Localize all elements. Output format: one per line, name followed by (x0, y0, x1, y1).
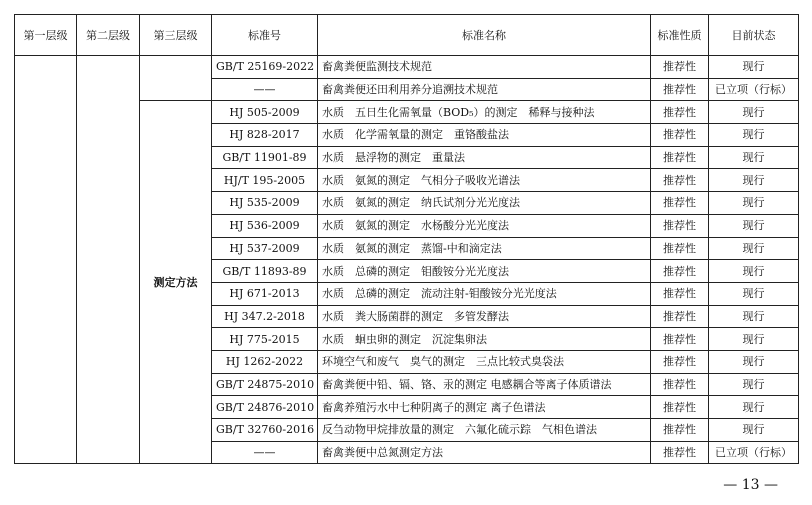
standard-status: 现行 (709, 282, 799, 305)
standard-name: 水质 蛔虫卵的测定 沉淀集卵法 (318, 328, 651, 351)
standard-code: HJ 347.2-2018 (212, 305, 318, 328)
table-body (15, 56, 799, 464)
standard-name: 水质 氨氮的测定 水杨酸分光光度法 (318, 214, 651, 237)
standard-status: 现行 (709, 192, 799, 215)
standard-name: 水质 悬浮物的测定 重量法 (318, 146, 651, 169)
header-level3: 第三层级 (140, 15, 212, 56)
standard-status: 现行 (709, 214, 799, 237)
header-code: 标准号 (212, 15, 318, 56)
standard-name: 畜禽粪便中总氮测定方法 (318, 441, 651, 464)
standard-name: 水质 氨氮的测定 蒸馏-中和滴定法 (318, 237, 651, 260)
standard-code: GB/T 11901-89 (212, 146, 318, 169)
standard-nature: 推荐性 (651, 192, 709, 215)
standard-nature: 推荐性 (651, 260, 709, 283)
level2-cell (77, 56, 140, 464)
standard-nature: 推荐性 (651, 305, 709, 328)
standard-name: 环境空气和废气 臭气的测定 三点比较式臭袋法 (318, 350, 651, 373)
standard-name: 水质 总磷的测定 钼酸铵分光光度法 (318, 260, 651, 283)
standard-code: GB/T 11893-89 (212, 260, 318, 283)
standard-code: GB/T 25169-2022 (212, 56, 318, 79)
standard-nature: 推荐性 (651, 396, 709, 419)
standard-name: 水质 氨氮的测定 气相分子吸收光谱法 (318, 169, 651, 192)
standard-status: 现行 (709, 169, 799, 192)
standard-status: 现行 (709, 101, 799, 124)
header-status: 目前状态 (709, 15, 799, 56)
standard-status: 现行 (709, 124, 799, 147)
standard-name: 反刍动物甲烷排放量的测定 六氟化硫示踪 气相色谱法 (318, 419, 651, 442)
standard-code: HJ/T 195-2005 (212, 169, 318, 192)
header-level1: 第一层级 (15, 15, 77, 56)
header-nature: 标准性质 (651, 15, 709, 56)
standard-code: HJ 537-2009 (212, 237, 318, 260)
standard-code: HJ 671-2013 (212, 282, 318, 305)
standard-name: 水质 总磷的测定 流动注射-钼酸铵分光光度法 (318, 282, 651, 305)
standard-name: 水质 化学需氧量的测定 重铬酸盐法 (318, 124, 651, 147)
standard-status: 现行 (709, 419, 799, 442)
standard-status: 现行 (709, 305, 799, 328)
standard-nature: 推荐性 (651, 101, 709, 124)
standard-code: HJ 828-2017 (212, 124, 318, 147)
standard-code: HJ 535-2009 (212, 192, 318, 215)
standard-status: 已立项（行标） (709, 78, 799, 101)
standard-nature: 推荐性 (651, 373, 709, 396)
header-name: 标准名称 (318, 15, 651, 56)
level1-cell (15, 56, 77, 464)
standard-nature: 推荐性 (651, 350, 709, 373)
table-row (15, 56, 799, 79)
standard-status: 现行 (709, 396, 799, 419)
standard-status: 已立项（行标） (709, 441, 799, 464)
standard-nature: 推荐性 (651, 78, 709, 101)
standard-nature: 推荐性 (651, 146, 709, 169)
standard-status: 现行 (709, 237, 799, 260)
standard-name: 畜禽粪便中铅、镉、铬、汞的测定 电感耦合等离子体质谱法 (318, 373, 651, 396)
standard-status: 现行 (709, 328, 799, 351)
level3-cell-blank (140, 56, 212, 101)
standard-code: HJ 1262-2022 (212, 350, 318, 373)
standard-nature: 推荐性 (651, 282, 709, 305)
standards-table (14, 14, 799, 464)
standard-name: 水质 氨氮的测定 纳氏试剂分光光度法 (318, 192, 651, 215)
standard-name: 水质 五日生化需氧量（BOD₅）的测定 稀释与接种法 (318, 101, 651, 124)
standard-status: 现行 (709, 350, 799, 373)
subcategory-cell: 测定方法 (140, 101, 212, 464)
standard-name: 畜禽养殖污水中七种阴离子的测定 离子色谱法 (318, 396, 651, 419)
standard-code: HJ 505-2009 (212, 101, 318, 124)
standard-code: —— (212, 441, 318, 464)
standard-name: 畜禽粪便还田利用养分追溯技术规范 (318, 78, 651, 101)
standard-nature: 推荐性 (651, 328, 709, 351)
standard-code: HJ 775-2015 (212, 328, 318, 351)
standard-code: GB/T 24876-2010 (212, 396, 318, 419)
standard-nature: 推荐性 (651, 441, 709, 464)
standard-code: —— (212, 78, 318, 101)
standard-status: 现行 (709, 373, 799, 396)
standard-nature: 推荐性 (651, 419, 709, 442)
standard-code: HJ 536-2009 (212, 214, 318, 237)
standard-nature: 推荐性 (651, 237, 709, 260)
standard-status: 现行 (709, 260, 799, 283)
standard-nature: 推荐性 (651, 124, 709, 147)
standard-status: 现行 (709, 56, 799, 79)
standard-name: 水质 粪大肠菌群的测定 多管发酵法 (318, 305, 651, 328)
page-number: — 13 — (723, 477, 778, 493)
standard-nature: 推荐性 (651, 169, 709, 192)
standard-nature: 推荐性 (651, 214, 709, 237)
header-level2: 第二层级 (77, 15, 140, 56)
standard-name: 畜禽粪便监测技术规范 (318, 56, 651, 79)
standard-status: 现行 (709, 146, 799, 169)
standard-code: GB/T 24875-2010 (212, 373, 318, 396)
standard-code: GB/T 32760-2016 (212, 419, 318, 442)
header-row (15, 15, 799, 56)
standard-nature: 推荐性 (651, 56, 709, 79)
